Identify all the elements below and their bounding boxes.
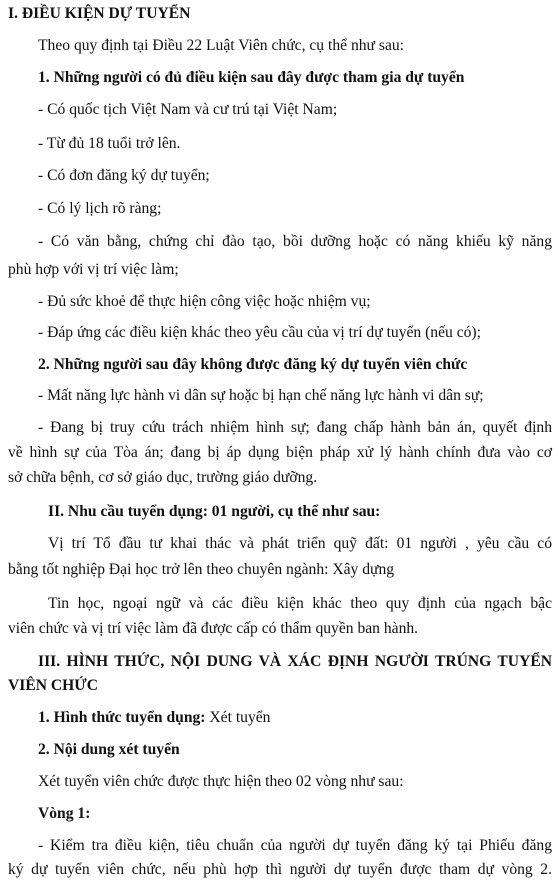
list-item-continuation: về hình sự của Tòa án; đang bị áp dụng biện pháp xử lý hành chính đưa vào cơ (8, 444, 552, 461)
section-3-heading: III. HÌNH THỨC, NỘI DUNG VÀ XÁC ĐỊNH NGƯỜI TRÚNG TUYỂN (38, 653, 552, 670)
recruitment-form-line (38, 708, 270, 728)
recruitment-form-value: Xét tuyển (205, 709, 271, 726)
recruitment-form-label: 1. Hình thức tuyển dụng: (38, 709, 206, 726)
list-item: - Mất năng lực hành vi dân sự hoặc bị hạn chế năng lực hành vi dân sự; (38, 387, 484, 404)
list-item: - Từ đủ 18 tuổi trở lên. (38, 135, 181, 152)
section-3-heading-continuation: VIÊN CHỨC (8, 677, 98, 694)
list-item: - Đang bị truy cứu trách nhiệm hình sự; đang chấp hành bản án, quyết định (38, 419, 552, 436)
content-heading: 2. Nội dung xét tuyển (38, 741, 180, 758)
paragraph-line: - Kiểm tra điều kiện, tiêu chuẩn của người dự tuyển đăng ký tại Phiếu đăng (38, 837, 552, 854)
paragraph-line: ký dự tuyển viên chức, nếu phù hợp thì người dự tuyển được tham dự vòng 2. (8, 861, 552, 878)
list-item-continuation: sở chữa bệnh, cơ sở giáo dục, trường giáo dưỡng. (8, 469, 318, 486)
paragraph-line: Vị trí Tổ đầu tư khai thác và phát triển quỹ đất: 01 người , yêu cầu có (48, 535, 552, 552)
content-intro: Xét tuyển viên chức được thực hiện theo 02 vòng như sau: (38, 773, 404, 790)
paragraph-line: viên chức và vị trí việc làm đã được cấp có thẩm quyền ban hành. (8, 620, 419, 637)
section-1-intro: Theo quy định tại Điều 22 Luật Viên chức, cụ thể như sau: (38, 37, 405, 54)
section-1-heading: I. ĐIỀU KIỆN DỰ TUYỂN (8, 5, 191, 22)
subsection-2-heading: 2. Những người sau đây không được đăng ký dự tuyển viên chức (38, 356, 468, 373)
paragraph-line: Tin học, ngoại ngữ và các điều kiện khác theo quy định của ngạch bậc (48, 595, 552, 612)
round-1-heading: Vòng 1: (38, 805, 91, 822)
list-item: - Có đơn đăng ký dự tuyển; (38, 167, 210, 184)
list-item-continuation: phù hợp với vị trí việc làm; (8, 261, 179, 278)
list-item: - Có văn bằng, chứng chỉ đào tạo, bồi dưỡng hoặc có năng khiếu kỹ năng (38, 233, 552, 250)
list-item: - Có quốc tịch Việt Nam và cư trú tại Việt Nam; (38, 101, 338, 118)
section-2-heading: II. Nhu cầu tuyển dụng: 01 người, cụ thể như sau: (48, 503, 381, 520)
paragraph-line: bằng tốt nghiệp Đại học trở lên theo chuyên ngành: Xây dựng (8, 561, 395, 578)
list-item: - Đủ sức khoẻ để thực hiện công việc hoặc nhiệm vụ; (38, 293, 371, 310)
subsection-1-heading: 1. Những người có đủ điều kiện sau đây được tham gia dự tuyển (38, 69, 465, 86)
list-item: - Đáp ứng các điều kiện khác theo yêu cầu của vị trí dự tuyển (nếu có); (38, 324, 481, 341)
list-item: - Có lý lịch rõ ràng; (38, 200, 162, 217)
